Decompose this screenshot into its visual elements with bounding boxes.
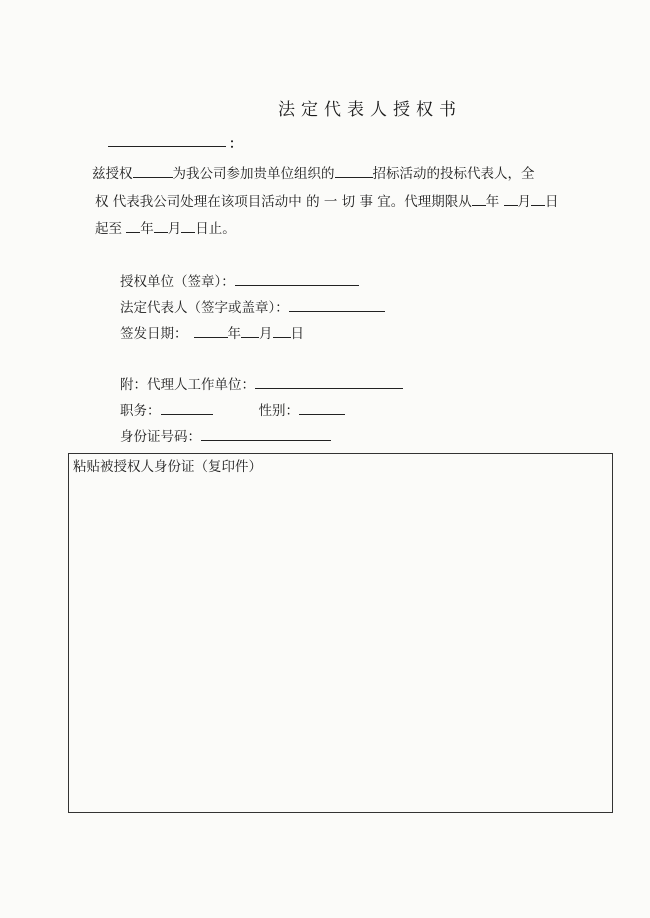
start-month-label: 月 [517,194,532,210]
id-number-label: 身份证号码： [120,429,201,445]
issue-year-blank [194,324,228,338]
id-number-row [120,425,331,445]
addressee-colon: ： [229,137,243,152]
paragraph-line-3 [95,217,236,237]
start-day-label: 日 [545,194,559,210]
gender-blank [299,401,345,415]
position-label: 职务： [120,403,161,419]
agent-name-blank [133,164,173,178]
purpose-text: 为我公司参加贵单位组织的 [172,166,335,182]
end-year-blank [126,219,140,233]
agent-work-unit-blank [255,375,403,389]
appendix-row [120,373,403,393]
id-card-paste-box [68,453,613,813]
id-number-blank [201,427,331,441]
issue-date-row [120,322,304,342]
auth-unit-blank [235,272,359,286]
legal-rep-blank [289,298,385,312]
issue-month-blank [241,324,259,338]
paste-box-label: 粘贴被授权人身份证（复印件） [73,459,262,475]
auth-unit-label: 授权单位（签章）： [120,274,235,290]
issue-date-label: 签发日期： [120,326,188,342]
legal-rep-row [120,296,385,316]
issue-day-label: 日 [290,326,304,342]
start-year-blank [472,192,486,206]
authorize-text: 兹授权 [92,166,133,182]
auth-unit-row [120,270,359,290]
end-year-label: 年 [140,221,154,237]
paragraph-line-1 [92,162,535,182]
representative-text: 招标活动的投标代表人，全 [372,166,535,182]
position-gender-row [120,399,345,419]
end-month-blank [154,219,168,233]
issue-year-label: 年 [227,326,241,342]
gender-label: 性别： [258,403,299,419]
start-year-label: 年 [485,194,500,210]
addressee-blank [108,134,226,147]
start-month-blank [504,192,518,206]
document-title: 法定代表人授权书 [278,100,462,120]
end-day-label: 日止。 [195,221,236,237]
issue-month-label: 月 [259,326,273,342]
position-blank [161,401,213,415]
paragraph-line-2 [95,190,559,210]
end-day-blank [181,219,195,233]
scope-text: 权 代表我公司处理在该项目活动中 的 一 切 事 宜。代理期限从 [95,194,472,210]
appendix-label: 附：代理人工作单位： [120,377,255,393]
legal-rep-label: 法定代表人（签字或盖章）： [120,300,289,316]
start-day-blank [531,192,545,206]
project-name-blank [335,164,373,178]
until-text: 起至 [95,221,122,237]
issue-day-blank [273,324,291,338]
end-month-label: 月 [167,221,182,237]
